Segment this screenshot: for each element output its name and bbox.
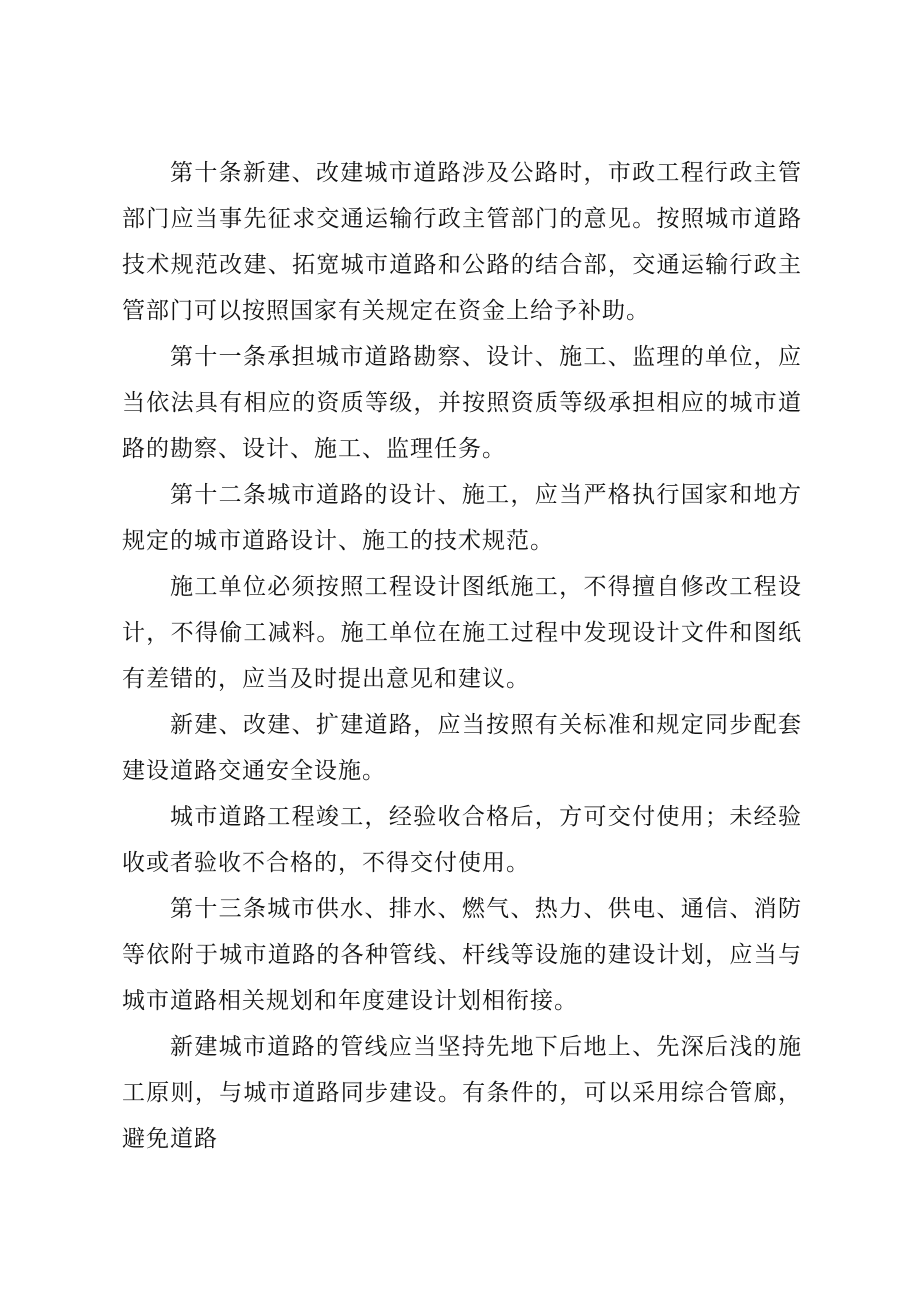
paragraph-safety-facilities: 新建、改建、扩建道路，应当按照有关标准和规定同步配套建设道路交通安全设施。	[122, 712, 802, 784]
paragraph-construction-units: 施工单位必须按照工程设计图纸施工，不得擅自修改工程设计，不得偷工减料。施工单位在施工过程中发现设计文件和图纸有差错的，应当及时提出意见和建议。	[122, 574, 802, 692]
paragraph-article-11: 第十一条承担城市道路勘察、设计、施工、监理的单位，应当依法具有相应的资质等级，并按照资质等级承担相应的城市道路的勘察、设计、施工、监理任务。	[122, 344, 802, 462]
paragraph-pipelines: 新建城市道路的管线应当坚持先地下后地上、先深后浅的施工原则，与城市道路同步建设。有条件的，可以采用综合管廊，避免道路	[122, 1034, 802, 1152]
paragraph-article-10: 第十条新建、改建城市道路涉及公路时，市政工程行政主管部门应当事先征求交通运输行政主管部门的意见。按照城市道路技术规范改建、拓宽城市道路和公路的结合部，交通运输行政主管部门可以按照国家有关规定在资金上给予补助。	[122, 160, 802, 324]
document-body	[122, 150, 802, 1162]
paragraph-article-13: 第十三条城市供水、排水、燃气、热力、供电、通信、消防等依附于城市道路的各种管线、杆线等设施的建设计划，应当与城市道路相关规划和年度建设计划相衔接。	[122, 896, 802, 1014]
paragraph-acceptance: 城市道路工程竣工，经验收合格后，方可交付使用；未经验收或者验收不合格的，不得交付使用。	[122, 804, 802, 876]
paragraph-article-12: 第十二条城市道路的设计、施工，应当严格执行国家和地方规定的城市道路设计、施工的技术规范。	[122, 482, 802, 554]
